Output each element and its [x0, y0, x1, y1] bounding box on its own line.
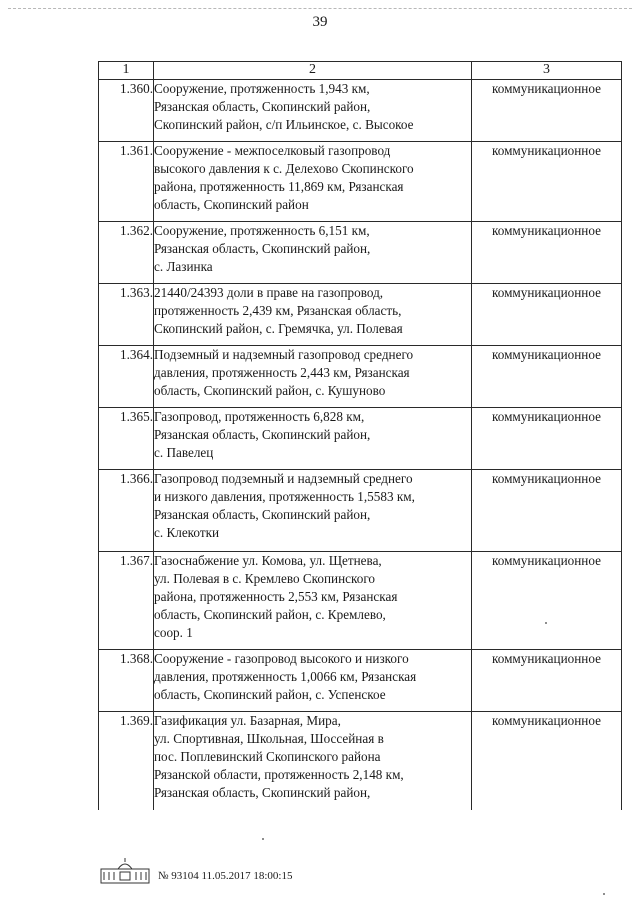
row-description: Сооружение, протяженность 1,943 км, Рязанская область, Скопинский район, Скопинский район, с/п Ильинское, с. Высокое — [154, 80, 472, 142]
row-description: Сооружение - газопровод высокого и низкого давления, протяженность 1,0066 км, Рязанская область, Скопинский район, с. Успенское — [154, 650, 472, 712]
row-description: Подземный и надземный газопровод среднего давления, протяженность 2,443 км, Рязанская область, Скопинский район, с. Кушуново — [154, 346, 472, 408]
row-number: 1.364. — [99, 346, 154, 408]
row-number: 1.368. — [99, 650, 154, 712]
registry-emblem-icon — [100, 856, 150, 884]
table-row — [99, 712, 622, 810]
row-kind: коммуникационное — [472, 284, 622, 346]
page-number: 39 — [312, 14, 328, 30]
row-number: 1.362. — [99, 222, 154, 284]
row-kind: коммуникационное — [472, 650, 622, 712]
row-description: Газоснабжение ул. Комова, ул. Щетнева, ул. Полевая в с. Кремлево Скопинского района, протяженность 2,553 км, Рязанская область, Скопинский район, с. Кремлево, соор. 1 — [154, 552, 472, 650]
row-kind: коммуникационное — [472, 222, 622, 284]
row-description: Сооружение, протяженность 6,151 км, Рязанская область, Скопинский район, с. Лазинка — [154, 222, 472, 284]
row-kind: коммуникационное — [472, 80, 622, 142]
row-kind: коммуникационное — [472, 408, 622, 470]
row-description: 21440/24393 доли в праве на газопровод, протяженность 2,439 км, Рязанская область, Скопинский район, с. Гремячка, ул. Полевая — [154, 284, 472, 346]
document-stamp — [158, 870, 292, 884]
row-kind: коммуникационное — [472, 712, 622, 810]
doc-number-prefix: № — [158, 870, 169, 882]
scan-speck — [262, 838, 264, 840]
table-row — [99, 552, 622, 650]
table-row — [99, 284, 622, 346]
row-kind: коммуникационное — [472, 552, 622, 650]
doc-number: 93104 — [171, 870, 199, 882]
header-col-3: 3 — [472, 62, 622, 80]
table-row — [99, 80, 622, 142]
registry-table — [98, 61, 622, 810]
row-number: 1.366. — [99, 470, 154, 552]
table-row — [99, 650, 622, 712]
scan-speck — [603, 893, 605, 895]
top-rule — [8, 8, 632, 9]
scan-speck — [545, 622, 547, 624]
table-header-row — [99, 62, 622, 80]
row-number: 1.363. — [99, 284, 154, 346]
row-kind: коммуникационное — [472, 142, 622, 222]
row-number: 1.360. — [99, 80, 154, 142]
table-row — [99, 222, 622, 284]
row-description: Газопровод, протяженность 6,828 км, Рязанская область, Скопинский район, с. Павелец — [154, 408, 472, 470]
row-number: 1.361. — [99, 142, 154, 222]
row-kind: коммуникационное — [472, 346, 622, 408]
table-row — [99, 346, 622, 408]
row-number: 1.365. — [99, 408, 154, 470]
row-description: Газификация ул. Базарная, Мира, ул. Спортивная, Школьная, Шоссейная в пос. Поплевинский Скопинского района Рязанской области, протяженность 2,148 км, Рязанская область, Скопинский район, — [154, 712, 472, 810]
document-footer — [100, 856, 292, 884]
table-row — [99, 408, 622, 470]
row-description: Сооружение - межпоселковый газопровод высокого давления к с. Делехово Скопинского района, протяженность 11,869 км, Рязанская область, Скопинский район — [154, 142, 472, 222]
header-col-2: 2 — [154, 62, 472, 80]
row-number: 1.367. — [99, 552, 154, 650]
doc-datetime: 11.05.2017 18:00:15 — [201, 870, 293, 882]
header-col-1: 1 — [99, 62, 154, 80]
row-description: Газопровод подземный и надземный среднего и низкого давления, протяженность 1,5583 км, Рязанская область, Скопинский район, с. Клекотки — [154, 470, 472, 552]
row-kind: коммуникационное — [472, 470, 622, 552]
table-row — [99, 142, 622, 222]
row-number: 1.369. — [99, 712, 154, 810]
table-row — [99, 470, 622, 552]
